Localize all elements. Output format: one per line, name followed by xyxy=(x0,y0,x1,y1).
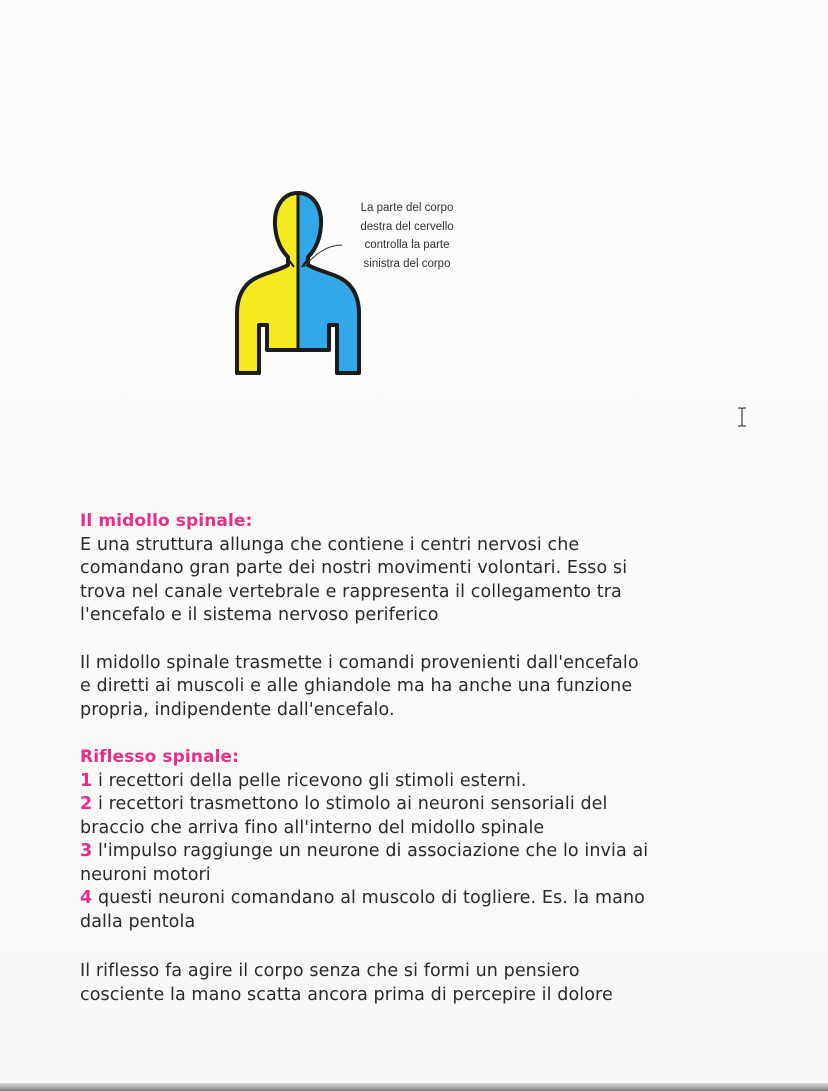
text-line: propria, indipendente dall'encefalo. xyxy=(80,699,395,720)
caption-line: controlla la parte xyxy=(364,239,450,251)
step-text: i recettori della pelle ricevono gli stimoli esterni. xyxy=(97,770,527,791)
document-body xyxy=(80,510,760,1007)
text-line: trova nel canale vertebrale e rappresenta il collegamento tra xyxy=(80,581,622,602)
text-line: Il midollo spinale trasmette i comandi provenienti dall'encefalo xyxy=(80,652,639,673)
text-line: l'encefalo e il sistema nervoso periferico xyxy=(80,605,439,625)
illustration-caption xyxy=(337,199,477,273)
section-heading-riflesso: Riflesso spinale: xyxy=(80,747,240,767)
caption-line: La parte del corpo xyxy=(360,202,454,214)
reflex-step-2 xyxy=(80,793,760,840)
section-heading-midollo: Il midollo spinale: xyxy=(80,511,253,531)
paragraph-midollo-function xyxy=(80,652,760,723)
step-text: dalla pentola xyxy=(80,911,196,932)
reflex-step-3 xyxy=(80,840,760,887)
text-cursor-icon xyxy=(736,406,748,428)
step-text: i recettori trasmettono lo stimolo ai neuroni sensoriali del xyxy=(97,794,608,814)
paragraph-riflesso-conclusion xyxy=(80,960,760,1007)
text-line: comandano gran parte dei nostri movimenti volontari. Esso si xyxy=(80,558,628,578)
reflex-step-1 xyxy=(80,770,760,794)
step-text: questi neuroni comandano al muscolo di togliere. Es. la mano xyxy=(97,888,645,908)
step-number: 2 xyxy=(80,794,93,814)
step-text: braccio che arriva fino all'interno del midollo spinale xyxy=(80,817,545,838)
paragraph-midollo-definition xyxy=(80,534,760,628)
text-line: cosciente la mano scatta ancora prima di percepire il dolore xyxy=(80,984,613,1005)
step-text: neuroni motori xyxy=(80,864,211,885)
spacer xyxy=(80,722,760,746)
text-line: e diretti ai muscoli e alle ghiandole ma ha anche una funzione xyxy=(80,676,633,696)
caption-line: sinistra del corpo xyxy=(363,257,451,270)
page-bottom-edge xyxy=(0,1083,828,1091)
step-number: 4 xyxy=(80,888,93,908)
text-line: E una struttura allunga che contiene i centri nervosi che xyxy=(80,534,580,555)
brain-body-illustration xyxy=(228,185,468,385)
text-line: Il riflesso fa agire il corpo senza che si formi un pensiero xyxy=(80,961,580,981)
caption-line: destra del cervello xyxy=(360,220,454,233)
step-number: 1 xyxy=(80,770,93,791)
step-number: 3 xyxy=(80,841,93,861)
step-text: l'impulso raggiunge un neurone di associazione che lo invia ai xyxy=(97,841,649,861)
spacer xyxy=(80,628,760,652)
spacer xyxy=(80,934,760,960)
reflex-step-4 xyxy=(80,887,760,934)
